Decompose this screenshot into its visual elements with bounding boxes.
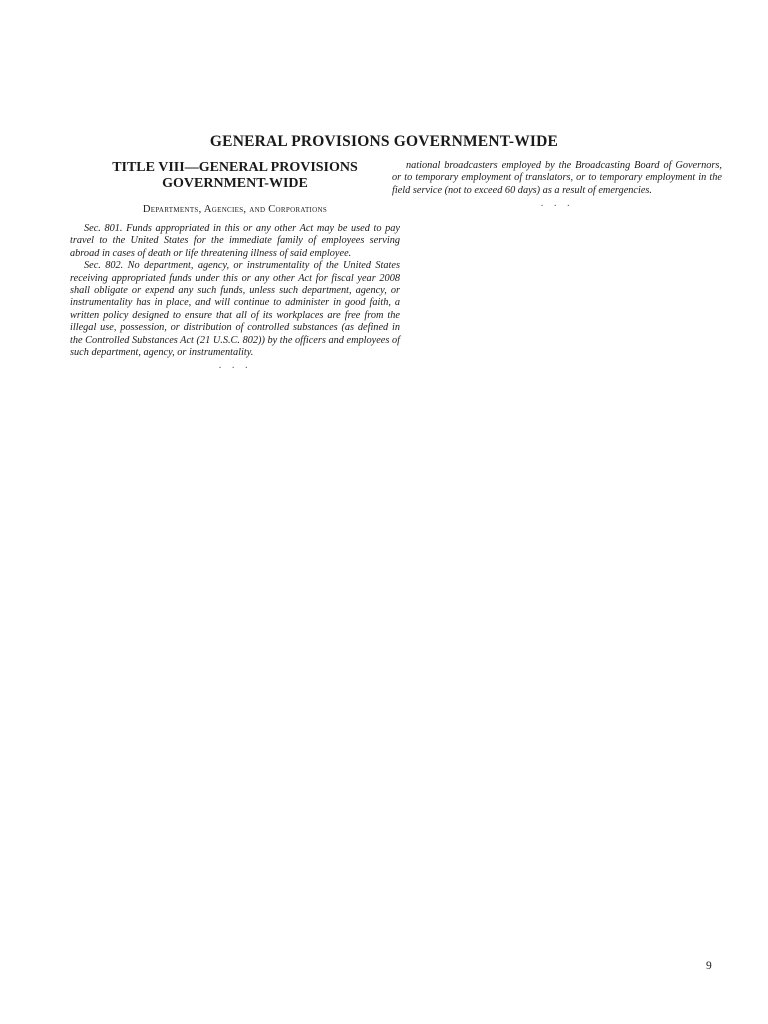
left-body-text: [70, 223, 400, 376]
title-heading: [70, 160, 400, 192]
section-subhead: Departments, Agencies, and Corporations: [142, 204, 328, 215]
page-number: 9: [706, 960, 712, 972]
paragraph: Sec. 801. Funds appropriated in this or any other Act may be used to pay travel to the United States for the immediate family of employees serving abroad in cases of death or life threatening illness of said employee.: [70, 223, 400, 259]
title-line-2: GOVERNMENT-WIDE: [162, 176, 308, 191]
paragraph: Sec. 802. No department, agency, or instrumentality of the United States receiving appropriated funds under this or any other Act for fiscal year 2008 shall obligate or expend any such funds, unless such department, agency, or instrumentality has in place, and will continue to administer in good faith, a written policy designed to ensure that all of its workplaces are free from the illegal use, possession, or distribution of controlled substances (as defined in the Controlled Substances Act (21 U.S.C. 802)) by the officers and employees of such department, agency, or instrumentality.: [70, 260, 400, 359]
left-column: [70, 160, 400, 376]
right-column: [392, 160, 722, 214]
title-line-1: TITLE VIII—GENERAL PROVISIONS: [112, 160, 358, 175]
paragraph: national broadcasters employed by the Broadcasting Board of Governors, or to temporary employment of translators, or to temporary employment in the field service (not to exceed 60 days) as a result of emergencies.: [392, 160, 722, 196]
right-body-text: [392, 160, 722, 214]
omission-marker: · · ·: [218, 363, 252, 375]
running-head: GENERAL PROVISIONS GOVERNMENT-WIDE: [209, 133, 559, 150]
omission-marker: · · ·: [540, 201, 574, 213]
